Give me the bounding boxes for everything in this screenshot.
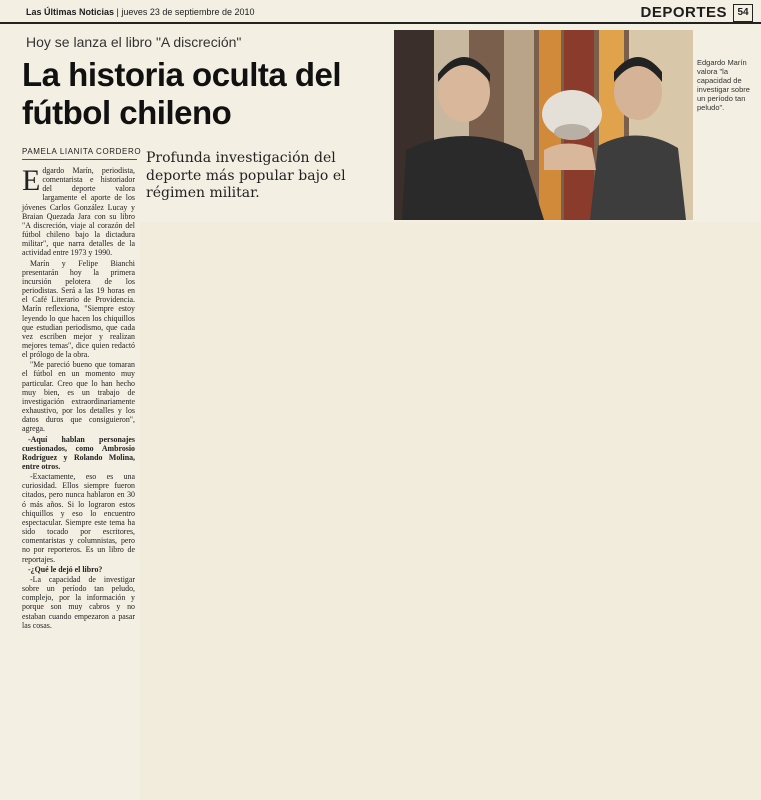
page-number: 54 — [733, 4, 753, 22]
paragraph-1-text: dgardo Marín, periodista, comentarista e historiador del deporte valora largamente el aporte de los jóvenes Carlos González Lucay y Braian Quezada Jara con su libro "A discreción, viaje al corazón del fútbol chileno bajo la dictadura militar", que narra detalles de la actividad entre 1973 y 1990. — [22, 166, 135, 258]
article-photo — [394, 30, 693, 220]
newspaper-header — [0, 0, 761, 24]
article-body — [22, 166, 135, 631]
interview-answer-2: -La capacidad de investigar sobre un período tan peludo, complejo, por la información y porque son muy cabros y no estaban cuando empezaron a pasar las cosas. — [22, 574, 135, 630]
interview-question-1: -Aquí hablan personajes cuestionados, como Ambrosio Rodríguez y Rolando Molina, entre otros. — [22, 434, 135, 471]
article-headline: La historia oculta del fútbol chileno — [22, 56, 342, 131]
article-kicker: Hoy se lanza el libro "A discreción" — [26, 34, 242, 50]
byline-rule — [22, 159, 137, 160]
newspaper-info — [26, 7, 254, 17]
issue-date: | jueves 23 de septiembre de 2010 — [116, 7, 255, 17]
photo-illustration — [394, 30, 693, 220]
photo-caption: Edgardo Marín valora "la capacidad de investigar sobre un período tan peludo". — [697, 58, 750, 112]
interview-answer-1: -Exactamente, eso es una curiosidad. Ellos siempre fueron citados, pero nunca hablaron en 30 ó más años. Si lo lograron estos chiquillos y eso lo encuentro espectacular. Siempre este tema ha sido tocado por escritores, comentaristas y columnistas, pero no por reporteros. Es un libro de reportajes. — [22, 472, 135, 564]
drop-cap: E — [22, 164, 41, 197]
interview-question-2: -¿Qué le dejó el libro? — [28, 564, 103, 574]
section-label: DEPORTES — [640, 4, 727, 21]
article-byline: PAMELA LIANITA CORDERO — [22, 147, 142, 156]
paragraph-3: "Me pareció bueno que tomaran el fútbol en un momento muy particular. Creo que lo han hecho muy bien, es un trabajo de investigación extraordinariamente exhaustivo, por los detalles y los datos duros que consiguieron", agrega. — [22, 360, 135, 434]
article-deck: Profunda investigación del deporte más popular bajo el régimen militar. — [146, 150, 346, 201]
newspaper-name: Las Últimas Noticias — [26, 7, 115, 17]
paragraph-1 — [22, 166, 135, 258]
paragraph-2: Marín y Felipe Bianchi presentarán hoy la primera incursión pelotera de los periodistas. Será a las 19 horas en el Café Literario de Providencia. Marín reflexiona, "Siempre estoy leyendo lo que hacen los chiquillos que estudian periodismo, que cada vez escriben mejor y realizan mejores temas", dice quien redactó el prólogo de la obra. — [22, 258, 135, 360]
blank-clipping-area — [140, 222, 761, 800]
